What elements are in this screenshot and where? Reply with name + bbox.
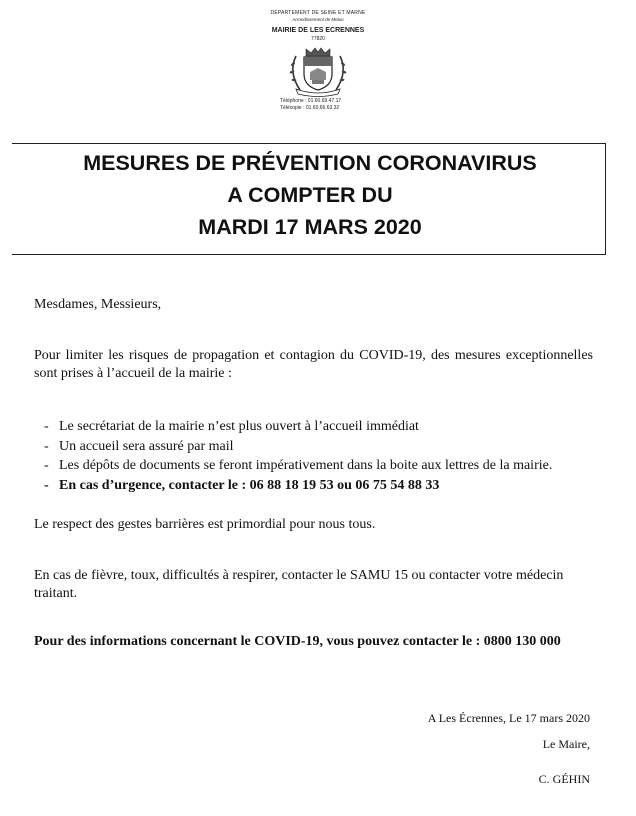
place-and-date: A Les Écrennes, Le 17 mars 2020 [427, 711, 590, 725]
postal-code: 77820 [311, 36, 325, 42]
intro-paragraph: Pour limiter les risques de propagation et contagion du COVID-19, des mesures exceptionnelles sont prises à l’accueil de la mairie : [34, 348, 593, 381]
list-item: - Un accueil sera assuré par mail [44, 437, 552, 457]
telephone-number: Téléphone : 01.60.69.47.17 [280, 98, 342, 104]
arrondissement-label: Arrondissement de Melun [292, 17, 344, 22]
fax-number: Télécopie : 01.60.66.63.32 [280, 105, 340, 111]
emergency-contact-item: - En cas d’urgence, contacter le : 06 88 18 19 53 ou 06 75 54 88 33 [44, 476, 552, 496]
title-line-1: MESURES DE PRÉVENTION CORONAVIRUS [83, 151, 537, 175]
mayor-title: Le Maire, [542, 737, 590, 751]
mayor-signature-name: C. GÉHIN [538, 772, 590, 786]
title-line-3: MARDI 17 MARS 2020 [198, 215, 422, 239]
symptoms-paragraph: En cas de fièvre, toux, difficultés à respirer, contacter le SAMU 15 ou contacter votre médecin traitant. [34, 568, 564, 601]
mairie-name: MAIRIE DE LES ECRENNES [271, 27, 365, 34]
info-hotline-paragraph: Pour des informations concernant le COVID-19, vous pouvez contacter le : 0800 130 000 [34, 634, 561, 649]
list-item: - Le secrétariat de la mairie n’est plus ouvert à l’accueil immédiat [44, 417, 552, 437]
salutation: Mesdames, Messieurs, [34, 297, 162, 312]
measures-list [44, 417, 552, 495]
list-item: - Les dépôts de documents se feront impérativement dans la boite aux lettres de la mairie. [44, 456, 552, 476]
department-label: DÉPARTEMENT DE SEINE ET MARNE [270, 10, 366, 16]
town-crest-logo [286, 46, 350, 98]
title-line-2: A COMPTER DU [227, 183, 393, 207]
contact-block [280, 98, 341, 112]
barrier-gestures-paragraph: Le respect des gestes barrières est primordial pour nous tous. [34, 517, 376, 532]
